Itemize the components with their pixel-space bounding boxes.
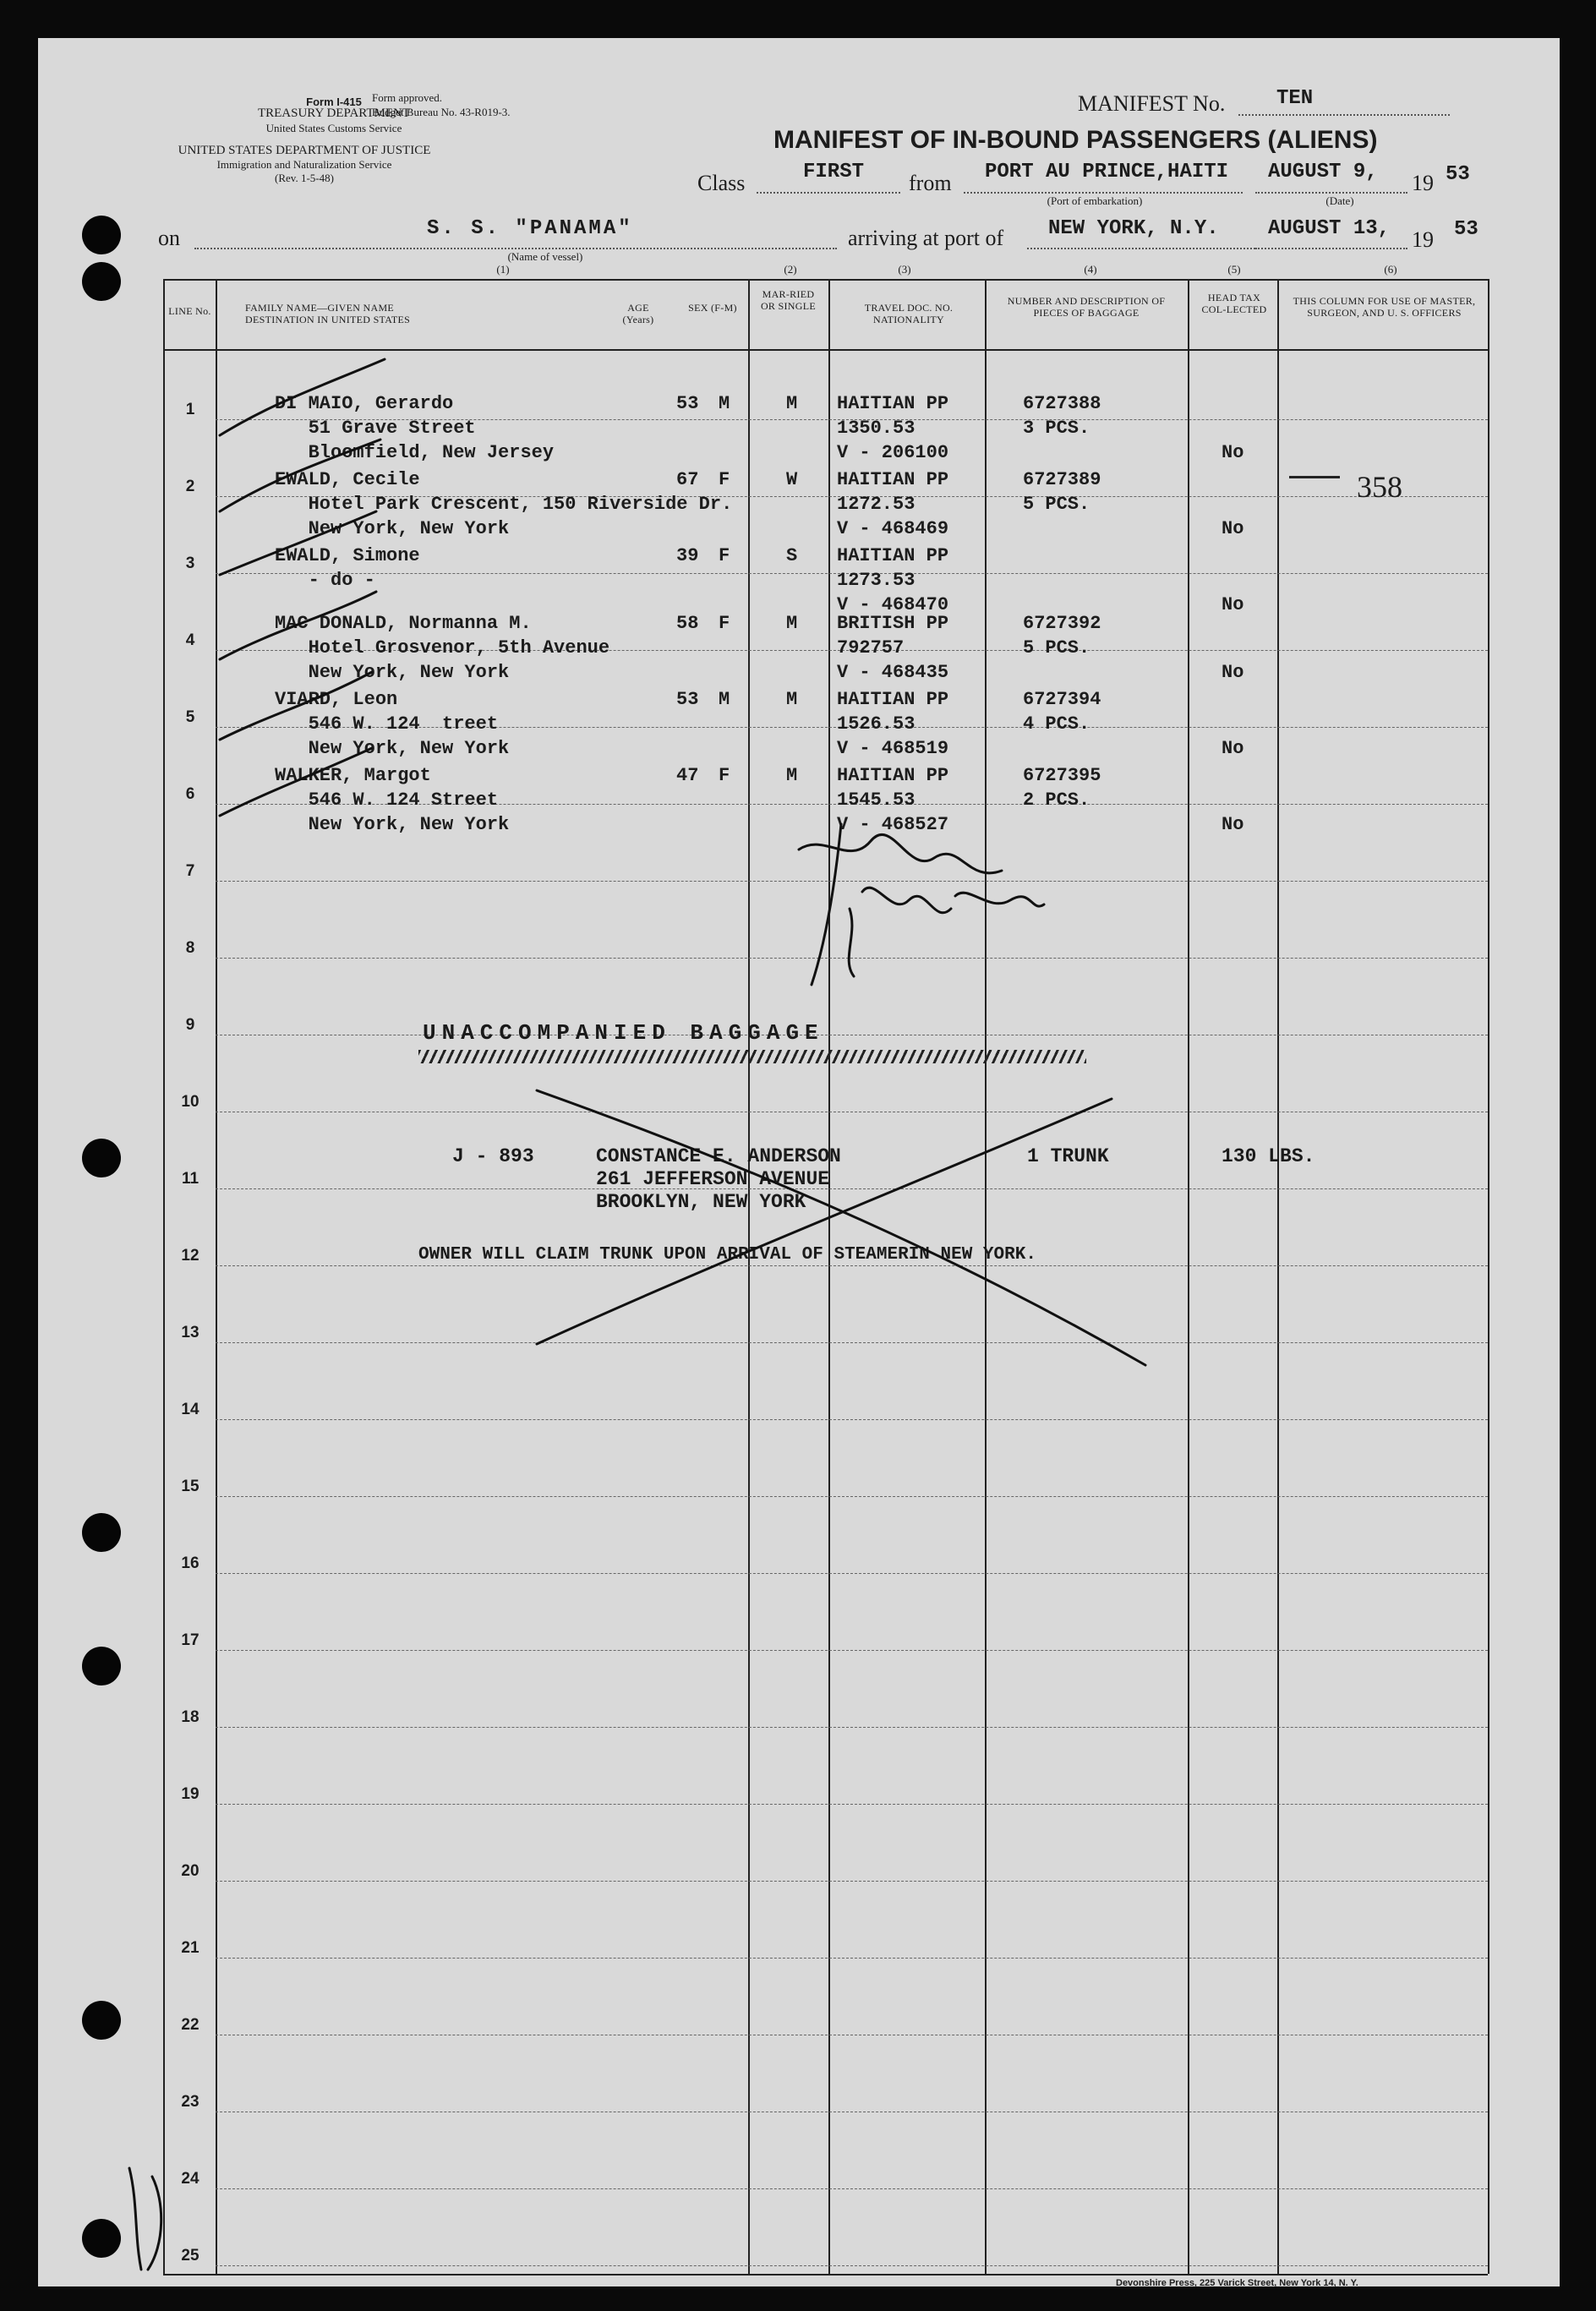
manifest-number-label: MANIFEST No. xyxy=(1078,91,1226,116)
passenger-age: 67 xyxy=(676,469,699,490)
treasury-department: TREASURY DEPARTMENT xyxy=(257,107,411,120)
travel-document: HAITIAN PP xyxy=(837,545,949,566)
ruled-line xyxy=(216,881,1488,882)
col-num-1: (1) xyxy=(496,263,510,276)
travel-document: HAITIAN PP xyxy=(837,765,949,786)
passenger-marital-status: S xyxy=(786,545,798,566)
ins-service: Immigration and Naturalization Service xyxy=(216,158,392,171)
travel-document: V - 468470 xyxy=(837,594,949,615)
cross-out-mark xyxy=(537,1099,1112,1344)
unaccompanied-baggage-heading: UNACCOMPANIED BAGGAGE xyxy=(423,1020,824,1046)
baggage-description: 4 PCS. xyxy=(1023,713,1090,735)
travel-document: V - 468469 xyxy=(837,518,949,539)
line-number: 2 xyxy=(185,478,195,495)
justice-department: UNITED STATES DEPARTMENT OF JUSTICE xyxy=(178,144,431,157)
passenger-age: 58 xyxy=(676,613,699,634)
ruled-line xyxy=(216,1188,1488,1189)
form-approved: Form approved. xyxy=(372,91,443,104)
from-label: from xyxy=(909,171,952,195)
punch-hole xyxy=(82,1513,121,1552)
line-number: 22 xyxy=(181,2016,200,2034)
manifest-title: MANIFEST OF IN-BOUND PASSENGERS (ALIENS) xyxy=(773,126,1378,154)
passenger-destination: 546 W. 124 treet xyxy=(275,713,499,735)
passenger-sex: F xyxy=(719,613,730,634)
punch-hole xyxy=(82,1647,121,1685)
line-number: 23 xyxy=(181,2093,200,2111)
passenger-marital-status: M xyxy=(786,393,798,414)
col-marital: MAR-RIED OR SINGLE xyxy=(760,288,817,312)
line-number: 4 xyxy=(185,631,195,649)
line-number: 18 xyxy=(181,1708,200,1726)
head-tax-collected: No xyxy=(1222,814,1244,835)
class-label: Class xyxy=(697,171,746,195)
line-number: 14 xyxy=(181,1401,200,1418)
baggage-description: 6727388 xyxy=(1023,393,1101,414)
punch-hole xyxy=(82,262,121,301)
passenger-name: WALKER, Margot xyxy=(275,765,431,786)
ruled-line xyxy=(216,1265,1488,1266)
col-num-2: (2) xyxy=(784,263,797,276)
ruled-line xyxy=(216,1727,1488,1728)
passenger-name: VIARD, Leon xyxy=(275,689,398,710)
passenger-destination: Bloomfield, New Jersey xyxy=(275,442,555,463)
printer-imprint: Devonshire Press, 225 Varick Street, New York 14, N. Y. xyxy=(1116,2278,1358,2288)
cross-out-mark xyxy=(537,1090,1145,1365)
travel-document: HAITIAN PP xyxy=(837,393,949,414)
passenger-sex: F xyxy=(719,545,730,566)
officer-dash xyxy=(1289,476,1340,478)
ruled-line xyxy=(216,1804,1488,1805)
baggage-description: 2 PCS. xyxy=(1023,789,1090,811)
baggage-description: 6727392 xyxy=(1023,613,1101,634)
col-head-tax: HEAD TAX COL-LECTED xyxy=(1201,292,1267,315)
line-number: 3 xyxy=(185,555,195,572)
form-number: Form I-415 xyxy=(306,96,362,108)
col-num-3: (3) xyxy=(898,263,911,276)
passenger-sex: M xyxy=(719,393,730,414)
punch-hole xyxy=(82,2219,121,2258)
margin-mark xyxy=(129,2168,141,2270)
head-tax-collected: No xyxy=(1222,518,1244,539)
line-number: 7 xyxy=(185,862,195,880)
travel-document: 1526.53 xyxy=(837,713,916,735)
baggage-owner-city: BROOKLYN, NEW YORK xyxy=(596,1191,806,1213)
col-num-5: (5) xyxy=(1227,263,1241,276)
passenger-marital-status: M xyxy=(786,765,798,786)
col-line-no: LINE No. xyxy=(168,305,211,317)
col-age: AGE (Years) xyxy=(622,302,654,325)
heading-underline-hatch xyxy=(418,1050,1086,1063)
passenger-destination: New York, New York xyxy=(275,814,510,835)
line-number: 1 xyxy=(185,401,195,418)
line-number: 13 xyxy=(181,1324,200,1341)
col-travel-doc: TRAVEL DOC. NO. NATIONALITY xyxy=(864,302,954,325)
line-number: 5 xyxy=(185,708,195,726)
line-number: 8 xyxy=(185,939,195,957)
line-number: 17 xyxy=(181,1631,200,1649)
passenger-destination: New York, New York xyxy=(275,662,510,683)
passenger-destination: New York, New York xyxy=(275,518,510,539)
baggage-owner-name: CONSTANCE E. ANDERSON xyxy=(596,1145,841,1167)
departure-year-prefix: 19 xyxy=(1412,171,1434,195)
date-caption: (Date) xyxy=(1325,194,1354,207)
line-number: 15 xyxy=(181,1478,200,1495)
ruled-line xyxy=(216,2265,1488,2266)
bureau-number: Budget Bureau No. 43-R019-3. xyxy=(372,106,511,118)
passenger-sex: M xyxy=(719,689,730,710)
manifest-sheet xyxy=(38,38,1560,2286)
arrival-date: AUGUST 13, xyxy=(1268,217,1391,240)
line-number: 21 xyxy=(181,1939,200,1957)
travel-document: BRITISH PP xyxy=(837,613,949,634)
head-tax-collected: No xyxy=(1222,442,1244,463)
line-number: 20 xyxy=(181,1862,200,1880)
baggage-weight: 130 LBS. xyxy=(1222,1145,1315,1167)
travel-document: 1272.53 xyxy=(837,494,916,515)
ruled-line xyxy=(216,958,1488,959)
embarkation-caption: (Port of embarkation) xyxy=(1047,194,1143,207)
ruled-line xyxy=(216,2188,1488,2189)
line-number: 25 xyxy=(181,2247,200,2265)
travel-document: HAITIAN PP xyxy=(837,689,949,710)
ruled-line xyxy=(216,1342,1488,1343)
line-number: 24 xyxy=(181,2170,200,2188)
baggage-description: 5 PCS. xyxy=(1023,494,1090,515)
punch-hole xyxy=(82,2001,121,2040)
form-revision: (Rev. 1-5-48) xyxy=(275,172,334,184)
travel-document: 1273.53 xyxy=(837,570,916,591)
ruled-line xyxy=(216,1650,1488,1651)
travel-document: V - 468527 xyxy=(837,814,949,835)
passenger-age: 47 xyxy=(676,765,699,786)
ruled-line xyxy=(216,1958,1488,1959)
col-baggage: NUMBER AND DESCRIPTION OF PIECES OF BAGGAGE xyxy=(1007,295,1166,319)
line-number: 11 xyxy=(181,1170,200,1188)
passenger-destination: New York, New York xyxy=(275,738,510,759)
baggage-ticket: J - 893 xyxy=(452,1145,534,1167)
passenger-age: 53 xyxy=(676,689,699,710)
passenger-name: MAC DONALD, Normanna M. xyxy=(275,613,532,634)
passenger-destination: - do - xyxy=(275,570,375,591)
ruled-line xyxy=(216,1419,1488,1420)
arrival-year: 53 xyxy=(1454,218,1478,241)
travel-document: 1350.53 xyxy=(837,418,916,439)
passenger-marital-status: W xyxy=(786,469,798,490)
customs-service: United States Customs Service xyxy=(265,122,402,134)
ruled-line xyxy=(216,1573,1488,1574)
baggage-description: 6727389 xyxy=(1023,469,1101,490)
manifest-number: TEN xyxy=(1276,87,1314,110)
travel-document: V - 468519 xyxy=(837,738,949,759)
passenger-destination: 546 W. 124 Street xyxy=(275,789,499,811)
baggage-description: 6727394 xyxy=(1023,689,1101,710)
passenger-marital-status: M xyxy=(786,689,798,710)
col-num-6: (6) xyxy=(1384,263,1397,276)
passenger-age: 53 xyxy=(676,393,699,414)
passenger-name: DI MAIO, Gerardo xyxy=(275,393,454,414)
travel-document: 792757 xyxy=(837,637,905,658)
passenger-sex: F xyxy=(719,469,730,490)
passenger-sex: F xyxy=(719,765,730,786)
ruled-line xyxy=(216,1496,1488,1497)
line-number: 12 xyxy=(181,1247,200,1265)
vessel-caption: (Name of vessel) xyxy=(507,250,583,263)
class-value: FIRST xyxy=(803,161,865,183)
travel-document: V - 468435 xyxy=(837,662,949,683)
vessel-name: S. S. "PANAMA" xyxy=(427,217,633,240)
departure-year: 53 xyxy=(1446,163,1470,186)
line-number: 16 xyxy=(181,1554,200,1572)
passenger-destination: Hotel Park Crescent, 150 Riverside Dr. xyxy=(275,494,733,515)
line-number: 9 xyxy=(185,1016,195,1034)
col-num-4: (4) xyxy=(1084,263,1097,276)
arrival-year-prefix: 19 xyxy=(1412,227,1434,252)
arrival-port: NEW YORK, N.Y. xyxy=(1048,217,1219,240)
col-sex: SEX (F-M) xyxy=(688,302,737,314)
passenger-name: EWALD, Simone xyxy=(275,545,420,566)
baggage-description: 3 PCS. xyxy=(1023,418,1090,439)
baggage-item: 1 TRUNK xyxy=(1027,1145,1109,1167)
departure-date: AUGUST 9, xyxy=(1268,161,1378,183)
baggage-claim-note: OWNER WILL CLAIM TRUNK UPON ARRIVAL OF STEAMERIN NEW YORK. xyxy=(418,1245,1036,1265)
head-tax-collected: No xyxy=(1222,594,1244,615)
baggage-description: 6727395 xyxy=(1023,765,1101,786)
line-number: 19 xyxy=(181,1785,200,1803)
line-number: 10 xyxy=(181,1093,200,1111)
passenger-destination: 51 Grave Street xyxy=(275,418,476,439)
line-number: 6 xyxy=(185,785,195,803)
punch-hole xyxy=(82,216,121,254)
passenger-name: EWALD, Cecile xyxy=(275,469,420,490)
travel-document: HAITIAN PP xyxy=(837,469,949,490)
punch-hole xyxy=(82,1139,121,1177)
port-of-embarkation: PORT AU PRINCE,HAITI xyxy=(985,161,1229,183)
on-label: on xyxy=(158,226,180,250)
travel-document: V - 206100 xyxy=(837,442,949,463)
passenger-marital-status: M xyxy=(786,613,798,634)
head-tax-collected: No xyxy=(1222,662,1244,683)
passenger-destination: Hotel Grosvenor, 5th Avenue xyxy=(275,637,610,658)
col-officers: THIS COLUMN FOR USE OF MASTER, SURGEON, AND U. S. OFFICERS xyxy=(1293,295,1476,319)
baggage-description: 5 PCS. xyxy=(1023,637,1090,658)
officer-note: 358 xyxy=(1357,470,1402,504)
baggage-owner-street: 261 JEFFERSON AVENUE xyxy=(596,1168,830,1190)
col-name-destination: FAMILY NAME—GIVEN NAME DESTINATION IN UNITED STATES xyxy=(245,302,411,325)
head-tax-collected: No xyxy=(1222,738,1244,759)
arriving-label: arriving at port of xyxy=(848,226,1004,250)
travel-document: 1545.53 xyxy=(837,789,916,811)
ruled-line xyxy=(216,1881,1488,1882)
passenger-age: 39 xyxy=(676,545,699,566)
